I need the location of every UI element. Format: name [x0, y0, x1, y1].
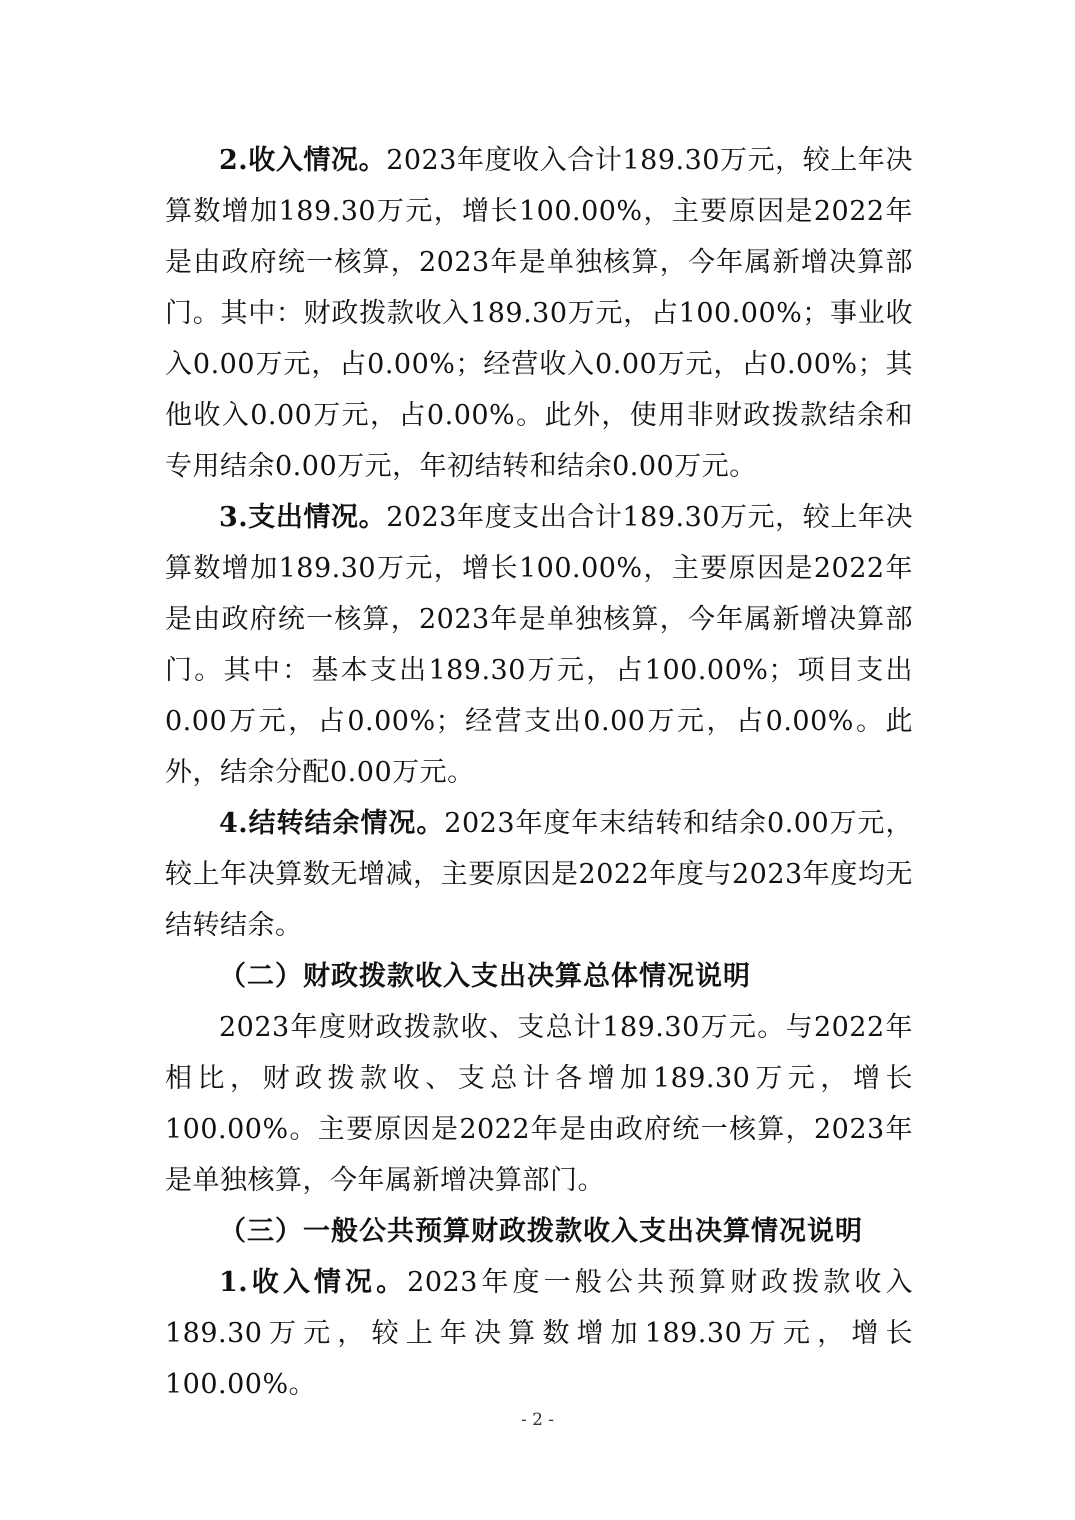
paragraph-text: 2023年度一般公共预算财政拨款收入189.30万元，较上年决算数增加189.30万元，增长100.00%。	[165, 1267, 913, 1400]
paragraph-fiscal-total	[165, 1002, 913, 1206]
paragraph-general-budget-income	[165, 1257, 913, 1410]
paragraph-income	[165, 135, 913, 492]
paragraph-text: 2023年度年末结转和结余0.00万元，较上年决算数无增减，主要原因是2022年度与2023年度均无结转结余。	[165, 808, 913, 941]
paragraph-expenditure	[165, 492, 913, 798]
section-heading-2: （二）财政拨款收入支出决算总体情况说明	[219, 961, 751, 992]
paragraph-text: 2023年度财政拨款收、支总计189.30万元。与2022年相比，财政拨款收、支总计各增加189.30万元，增长100.00%。主要原因是2022年是由政府统一核算，2023年是单独核算，今年属新增决算部门。	[165, 1012, 913, 1196]
paragraph-lead: 3.支出情况。	[219, 502, 387, 533]
paragraph-lead: 2.收入情况。	[219, 145, 387, 176]
section-heading-3: （三）一般公共预算财政拨款收入支出决算情况说明	[219, 1216, 863, 1247]
paragraph-text: 2023年度收入合计189.30万元，较上年决算数增加189.30万元，增长100.00%，主要原因是2022年是由政府统一核算，2023年是单独核算，今年属新增决算部门。其中：财政拨款收入189.30万元，占100.00%；事业收入0.00万元，占0.00%；经营收入0.00万元，占0.00%；其他收入0.00万元，占0.00%。此外，使用非财政拨款结余和专用结余0.00万元，年初结转和结余0.00万元。	[165, 145, 914, 482]
paragraph-lead: 4.结转结余情况。	[219, 808, 445, 839]
paragraph-lead: 1.收入情况。	[219, 1267, 408, 1298]
paragraph-text: 2023年度支出合计189.30万元，较上年决算数增加189.30万元，增长100.00%，主要原因是2022年是由政府统一核算，2023年是单独核算，今年属新增决算部门。其中：基本支出189.30万元，占100.00%；项目支出0.00万元，占0.00%；经营支出0.00万元，占0.00%。此外，结余分配0.00万元。	[165, 502, 914, 788]
paragraph-carryover	[165, 798, 913, 951]
page-number: - 2 -	[520, 1410, 555, 1430]
page-body	[165, 135, 913, 1410]
